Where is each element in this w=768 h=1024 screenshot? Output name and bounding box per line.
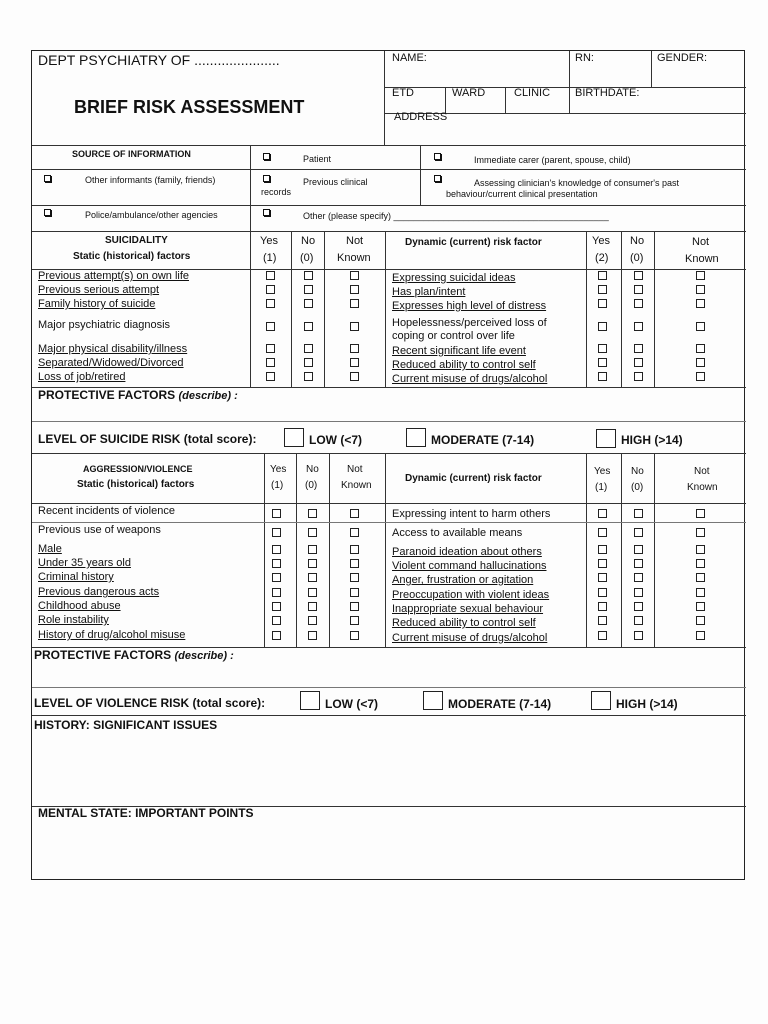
suicidality-checkbox-r1-c6[interactable] (696, 271, 705, 280)
aggression-checkbox-r8-c2[interactable] (308, 616, 317, 625)
aggression-checkbox-r7-c3[interactable] (350, 602, 359, 611)
source-title: SOURCE OF INFORMATION (72, 149, 191, 159)
suicidality-checkbox-r5-c5[interactable] (634, 344, 643, 353)
aggression-checkbox-r8-c3[interactable] (350, 616, 359, 625)
aggression-checkbox-r1-c5[interactable] (634, 509, 643, 518)
aggression-yes-header: Yes (270, 464, 287, 475)
aggression-checkbox-r3-c3[interactable] (350, 545, 359, 554)
aggression-checkbox-r3-c6[interactable] (696, 545, 705, 554)
suicidality-checkbox-r4-c1[interactable] (266, 322, 275, 331)
aggression-dynamic-4: Violent command hallucinations (392, 560, 547, 572)
suicidality-known-header: Known (337, 252, 371, 264)
suicidality-checkbox-r3-c5[interactable] (634, 299, 643, 308)
suicidality-dyn-no-score: (0) (630, 252, 644, 264)
aggression-checkbox-r2-c6[interactable] (696, 528, 705, 537)
suicidality-static-1: Previous attempt(s) on own life (38, 270, 190, 282)
suicide-low-label: LOW (<7) (309, 433, 362, 447)
aggression-checkbox-r2-c1[interactable] (272, 528, 281, 537)
aggression-dyn-no-score: (0) (631, 482, 644, 493)
suicidality-no-score: (0) (300, 252, 314, 264)
aggression-checkbox-r5-c3[interactable] (350, 573, 359, 582)
suicidality-checkbox-r1-c2[interactable] (304, 271, 313, 280)
suicidality-dyn-yes-score: (2) (595, 252, 609, 264)
suicide-high-box[interactable] (596, 429, 616, 448)
suicidality-checkbox-r4-c5[interactable] (634, 322, 643, 331)
aggression-checkbox-r3-c1[interactable] (272, 545, 281, 554)
form-title: BRIEF RISK ASSESSMENT (74, 97, 305, 117)
suicidality-dynamic-7: Current misuse of drugs/alcohol (392, 373, 548, 385)
aggression-checkbox-r6-c5[interactable] (634, 588, 643, 597)
aggression-checkbox-r8-c6[interactable] (696, 616, 705, 625)
source-clinician-checkbox[interactable] (434, 175, 441, 182)
aggression-checkbox-r6-c2[interactable] (308, 588, 317, 597)
aggression-checkbox-r9-c4[interactable] (598, 631, 607, 640)
suicidality-checkbox-r1-c5[interactable] (634, 271, 643, 280)
suicidality-dynamic-3: Expresses high level of distress (392, 300, 547, 312)
source-carer-label: Immediate carer (parent, spouse, child) (474, 155, 631, 165)
aggression-checkbox-r7-c1[interactable] (272, 602, 281, 611)
aggression-checkbox-r6-c1[interactable] (272, 588, 281, 597)
aggression-static-header: Static (historical) factors (77, 479, 195, 490)
suicidality-protective-label: PROTECTIVE FACTORS (describe) : (38, 388, 238, 402)
aggression-checkbox-r1-c3[interactable] (350, 509, 359, 518)
suicidality-checkbox-r7-c4[interactable] (598, 372, 607, 381)
aggression-no-score: (0) (305, 480, 318, 491)
aggression-dyn-known-header: Known (687, 482, 718, 493)
aggression-checkbox-r7-c2[interactable] (308, 602, 317, 611)
suicidality-dynamic-5: Recent significant life event (392, 345, 526, 357)
aggression-static-9: History of drug/alcohol misuse (38, 629, 186, 641)
violence-high-box[interactable] (591, 691, 611, 710)
suicidality-checkbox-r2-c2[interactable] (304, 285, 313, 294)
violence-moderate-label: MODERATE (7-14) (448, 697, 552, 711)
suicidality-static-2: Previous serious attempt (38, 284, 160, 296)
aggression-checkbox-r1-c1[interactable] (272, 509, 281, 518)
suicidality-static-4: Major psychiatric diagnosis (38, 319, 171, 331)
suicidality-checkbox-r4-c6[interactable] (696, 322, 705, 331)
suicidality-static-6: Separated/Widowed/Divorced (38, 357, 184, 369)
etd-label: ETD (392, 87, 414, 99)
source-carer-checkbox[interactable] (434, 153, 441, 160)
aggression-checkbox-r5-c1[interactable] (272, 573, 281, 582)
aggression-yes-score: (1) (271, 480, 284, 491)
aggression-checkbox-r4-c1[interactable] (272, 559, 281, 568)
aggression-checkbox-r5-c2[interactable] (308, 573, 317, 582)
suicidality-dyn-not-header: Not (692, 236, 710, 248)
aggression-title: AGGRESSION/VIOLENCE (83, 464, 193, 474)
aggression-checkbox-r9-c5[interactable] (634, 631, 643, 640)
suicidality-checkbox-r3-c6[interactable] (696, 299, 705, 308)
aggression-checkbox-r7-c5[interactable] (634, 602, 643, 611)
aggression-checkbox-r6-c3[interactable] (350, 588, 359, 597)
source-clinician-label-1: Assessing clinician's knowledge of consumer's past (474, 178, 680, 188)
suicidality-dyn-yes-header: Yes (592, 235, 610, 247)
risk-assessment-form (31, 50, 745, 880)
gender-label: GENDER: (657, 52, 708, 64)
source-police-label: Police/ambulance/other agencies (85, 210, 218, 220)
suicidality-checkbox-r5-c2[interactable] (304, 344, 313, 353)
aggression-known-header: Known (341, 480, 372, 491)
aggression-checkbox-r3-c2[interactable] (308, 545, 317, 554)
suicidality-checkbox-r2-c4[interactable] (598, 285, 607, 294)
suicidality-checkbox-r6-c6[interactable] (696, 358, 705, 367)
suicidality-checkbox-r3-c3[interactable] (350, 299, 359, 308)
suicidality-checkbox-r6-c1[interactable] (266, 358, 275, 367)
suicidality-checkbox-r7-c1[interactable] (266, 372, 275, 381)
ward-label: WARD (452, 87, 486, 99)
history-title: HISTORY: SIGNIFICANT ISSUES (34, 718, 218, 732)
aggression-dynamic-2: Access to available means (392, 527, 523, 539)
suicide-low-box[interactable] (284, 428, 304, 447)
aggression-checkbox-r9-c6[interactable] (696, 631, 705, 640)
name-label: NAME: (392, 52, 427, 64)
aggression-checkbox-r2-c2[interactable] (308, 528, 317, 537)
source-other-informants-label: Other informants (family, friends) (85, 175, 216, 185)
aggression-dynamic-3: Paranoid ideation about others (392, 546, 542, 558)
suicidality-dynamic-header: Dynamic (current) risk factor (405, 237, 542, 248)
aggression-dyn-yes-score: (1) (595, 482, 608, 493)
aggression-checkbox-r5-c4[interactable] (598, 573, 607, 582)
aggression-checkbox-r2-c4[interactable] (598, 528, 607, 537)
aggression-checkbox-r8-c1[interactable] (272, 616, 281, 625)
suicidality-checkbox-r6-c2[interactable] (304, 358, 313, 367)
aggression-checkbox-r9-c3[interactable] (350, 631, 359, 640)
aggression-protective-label: PROTECTIVE FACTORS (describe) : (34, 648, 234, 662)
suicidality-checkbox-r5-c1[interactable] (266, 344, 275, 353)
aggression-checkbox-r1-c4[interactable] (598, 509, 607, 518)
aggression-static-8: Role instability (38, 614, 109, 626)
suicidality-checkbox-r7-c5[interactable] (634, 372, 643, 381)
birthdate-label: BIRTHDATE: (575, 87, 640, 99)
suicidality-not-header: Not (346, 235, 364, 247)
aggression-no-header: No (306, 464, 319, 475)
aggression-dynamic-header: Dynamic (current) risk factor (405, 473, 542, 484)
violence-moderate-box[interactable] (423, 691, 443, 710)
source-other-informants-checkbox[interactable] (44, 175, 51, 182)
source-patient-label: Patient (303, 154, 332, 164)
aggression-checkbox-r8-c4[interactable] (598, 616, 607, 625)
aggression-static-7: Childhood abuse (38, 600, 121, 612)
suicidality-title: SUICIDALITY (105, 235, 168, 246)
aggression-dynamic-8: Reduced ability to control self (392, 617, 536, 629)
aggression-checkbox-r1-c2[interactable] (308, 509, 317, 518)
suicidality-no-header: No (301, 235, 316, 247)
aggression-checkbox-r3-c4[interactable] (598, 545, 607, 554)
suicidality-checkbox-r6-c4[interactable] (598, 358, 607, 367)
suicidality-dynamic-4b: coping or control over life (392, 330, 515, 342)
aggression-checkbox-r5-c6[interactable] (696, 573, 705, 582)
suicidality-checkbox-r2-c3[interactable] (350, 285, 359, 294)
suicidality-checkbox-r2-c1[interactable] (266, 285, 275, 294)
suicidality-dyn-known-header: Known (685, 253, 719, 265)
suicidality-checkbox-r2-c5[interactable] (634, 285, 643, 294)
mental-state-title: MENTAL STATE: IMPORTANT POINTS (38, 806, 254, 820)
aggression-dyn-not-header: Not (694, 466, 710, 477)
aggression-checkbox-r3-c5[interactable] (634, 545, 643, 554)
suicidality-checkbox-r1-c1[interactable] (266, 271, 275, 280)
aggression-dynamic-5: Anger, frustration or agitation (392, 574, 534, 586)
suicide-moderate-label: MODERATE (7-14) (431, 433, 535, 447)
aggression-checkbox-r6-c6[interactable] (696, 588, 705, 597)
aggression-dynamic-9: Current misuse of drugs/alcohol (392, 632, 548, 644)
aggression-checkbox-r5-c5[interactable] (634, 573, 643, 582)
suicidality-checkbox-r5-c3[interactable] (350, 344, 359, 353)
suicidality-checkbox-r3-c1[interactable] (266, 299, 275, 308)
suicidality-static-3: Family history of suicide (38, 298, 156, 310)
suicidality-checkbox-r7-c6[interactable] (696, 372, 705, 381)
aggression-dynamic-7: Inappropriate sexual behaviour (392, 603, 544, 615)
aggression-not-header: Not (347, 464, 363, 475)
aggression-checkbox-r4-c2[interactable] (308, 559, 317, 568)
aggression-checkbox-r2-c3[interactable] (350, 528, 359, 537)
suicidality-dynamic-1: Expressing suicidal ideas (392, 272, 516, 284)
source-clinician-label-2: behaviour/current clinical presentation (446, 189, 598, 199)
aggression-static-1: Recent incidents of violence (38, 505, 175, 517)
aggression-dyn-yes-header: Yes (594, 466, 611, 477)
aggression-checkbox-r4-c6[interactable] (696, 559, 705, 568)
suicidality-static-5: Major physical disability/illness (38, 343, 188, 355)
aggression-checkbox-r2-c5[interactable] (634, 528, 643, 537)
violence-risk-level-label: LEVEL OF VIOLENCE RISK (total score): (34, 696, 266, 710)
suicidality-checkbox-r6-c3[interactable] (350, 358, 359, 367)
violence-high-label: HIGH (>14) (616, 697, 678, 711)
address-label: ADDRESS (394, 111, 448, 123)
aggression-static-3: Male (38, 543, 62, 555)
aggression-static-2: Previous use of weapons (38, 524, 161, 536)
source-other-checkbox[interactable] (263, 209, 270, 216)
source-previous-clinical-label: Previous clinical (303, 177, 368, 187)
suicidality-yes-header: Yes (260, 235, 278, 247)
suicidality-checkbox-r4-c4[interactable] (598, 322, 607, 331)
suicidality-checkbox-r5-c4[interactable] (598, 344, 607, 353)
aggression-checkbox-r9-c2[interactable] (308, 631, 317, 640)
aggression-checkbox-r4-c4[interactable] (598, 559, 607, 568)
source-previous-clinical-checkbox[interactable] (263, 175, 270, 182)
suicidality-checkbox-r3-c4[interactable] (598, 299, 607, 308)
aggression-checkbox-r4-c3[interactable] (350, 559, 359, 568)
aggression-checkbox-r6-c4[interactable] (598, 588, 607, 597)
suicidality-dynamic-4: Hopelessness/perceived loss of (392, 317, 547, 329)
source-other-specify-label: Other (please specify) ___________________________________________ (303, 211, 609, 221)
suicidality-dyn-no-header: No (630, 235, 645, 247)
aggression-checkbox-r8-c5[interactable] (634, 616, 643, 625)
suicidality-dynamic-6: Reduced ability to control self (392, 359, 536, 371)
aggression-dynamic-6: Preoccupation with violent ideas (392, 589, 550, 601)
source-records-label: records (261, 187, 292, 197)
suicidality-checkbox-r1-c3[interactable] (350, 271, 359, 280)
suicide-moderate-box[interactable] (406, 428, 426, 447)
suicidality-checkbox-r1-c4[interactable] (598, 271, 607, 280)
suicidality-checkbox-r3-c2[interactable] (304, 299, 313, 308)
aggression-static-6: Previous dangerous acts (38, 586, 160, 598)
dept-label: DEPT PSYCHIATRY OF ...................... (38, 52, 280, 68)
suicidality-static-7: Loss of job/retired (38, 371, 126, 383)
suicidality-checkbox-r5-c6[interactable] (696, 344, 705, 353)
aggression-checkbox-r7-c4[interactable] (598, 602, 607, 611)
violence-low-label: LOW (<7) (325, 697, 378, 711)
aggression-checkbox-r4-c5[interactable] (634, 559, 643, 568)
suicidality-yes-score: (1) (263, 252, 277, 264)
aggression-checkbox-r9-c1[interactable] (272, 631, 281, 640)
aggression-static-4: Under 35 years old (38, 557, 131, 569)
source-patient-checkbox[interactable] (263, 153, 270, 160)
suicide-high-label: HIGH (>14) (621, 433, 683, 447)
suicidality-dynamic-2: Has plan/intent (392, 286, 466, 298)
suicidality-checkbox-r4-c2[interactable] (304, 322, 313, 331)
suicide-risk-level-label: LEVEL OF SUICIDE RISK (total score): (38, 432, 257, 446)
rn-label: RN: (575, 52, 594, 64)
aggression-dynamic-1: Expressing intent to harm others (392, 508, 551, 520)
suicidality-checkbox-r2-c6[interactable] (696, 285, 705, 294)
aggression-checkbox-r1-c6[interactable] (696, 509, 705, 518)
suicidality-checkbox-r7-c2[interactable] (304, 372, 313, 381)
aggression-checkbox-r7-c6[interactable] (696, 602, 705, 611)
suicidality-checkbox-r6-c5[interactable] (634, 358, 643, 367)
aggression-static-5: Criminal history (38, 571, 114, 583)
suicidality-static-header: Static (historical) factors (73, 251, 191, 262)
suicidality-checkbox-r7-c3[interactable] (350, 372, 359, 381)
suicidality-checkbox-r4-c3[interactable] (350, 322, 359, 331)
violence-low-box[interactable] (300, 691, 320, 710)
source-police-checkbox[interactable] (44, 209, 51, 216)
aggression-dyn-no-header: No (631, 466, 644, 477)
clinic-label: CLINIC (514, 87, 551, 99)
